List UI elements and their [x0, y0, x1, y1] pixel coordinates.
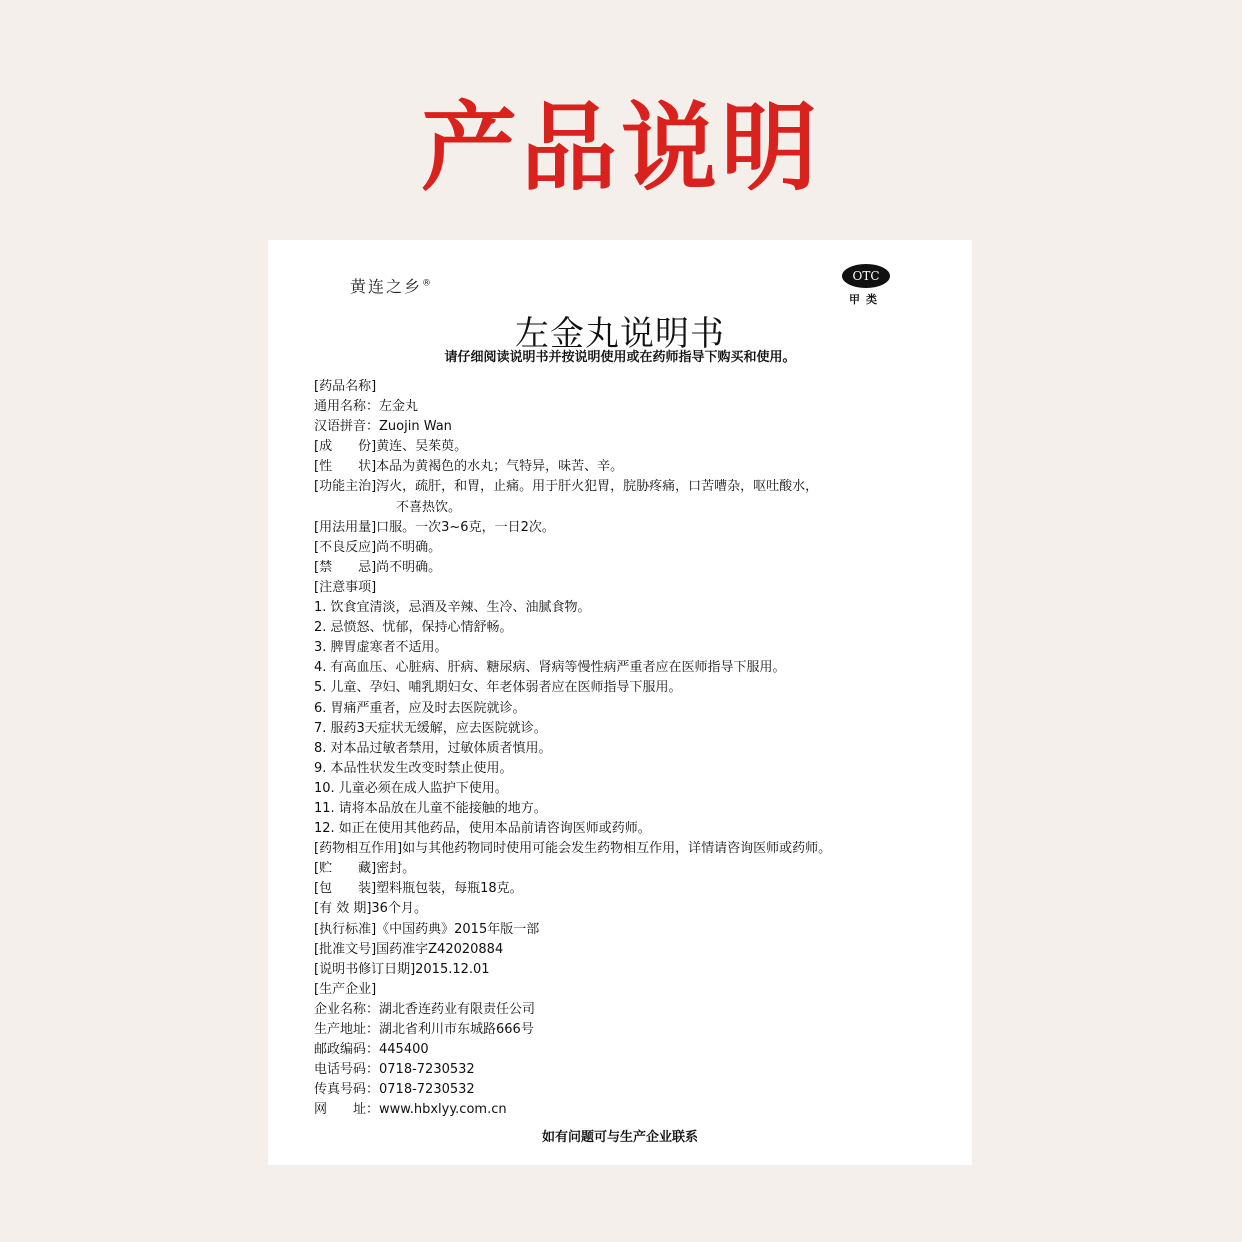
brand-text: 黄连之乡 [350, 277, 423, 296]
brand-name [350, 274, 431, 297]
info-line: [批准文号]国药准字Z42020884 [314, 941, 504, 957]
precaution-item: 1. 饮食宜清淡，忌酒及辛辣、生冷、油腻食物。 [314, 600, 591, 616]
info-line: [说明书修订日期]2015.12.01 [314, 961, 490, 977]
precaution-item: 12. 如正在使用其他药品，使用本品前请咨询医师或药师。 [314, 821, 651, 837]
info-line: [包 装]塑料瓶包装，每瓶18克。 [314, 881, 523, 897]
company-line: 生产地址：湖北省利川市东城路666号 [314, 1022, 534, 1037]
leaflet-subtitle: 请仔细阅读说明书并按说明使用或在药师指导下购买和使用。 [444, 350, 796, 365]
info-line: [禁 忌]尚不明确。 [314, 559, 442, 575]
precaution-item: 2. 忌愤怒、忧郁，保持心情舒畅。 [314, 620, 513, 636]
otc-class-label: 甲类 [849, 293, 883, 306]
info-line: [性 状]本品为黄褐色的水丸；气特异，味苦、辛。 [314, 459, 624, 475]
info-line: [功能主治]泻火，疏肝，和胃，止痛。用于肝火犯胃，脘胁疼痛，口苦嘈杂，呕吐酸水， [314, 479, 819, 495]
info-line: [药物相互作用]如与其他药物同时使用可能会发生药物相互作用，详情请咨询医师或药师。 [314, 841, 832, 857]
info-line: 汉语拼音：Zuojin Wan [314, 419, 452, 435]
company-line: 网 址：www.hbxlyy.com.cn [314, 1102, 507, 1118]
precaution-item: 3. 脾胃虚寒者不适用。 [314, 640, 448, 656]
footer-note: 如有问题可与生产企业联系 [541, 1130, 698, 1145]
otc-badge: OTC [842, 264, 890, 288]
leaflet-body [314, 377, 954, 1120]
section-heading: [生产企业] [314, 981, 377, 997]
precaution-item: 7. 服药3天症状无缓解，应去医院就诊。 [314, 720, 547, 736]
company-line: 电话号码：0718-7230532 [314, 1062, 475, 1078]
section-heading: [注意事项] [314, 579, 377, 595]
precaution-item: 9. 本品性状发生改变时禁止使用。 [314, 760, 513, 776]
instruction-leaflet [268, 240, 972, 1165]
company-line: 企业名称：湖北香连药业有限责任公司 [314, 1001, 536, 1017]
company-line: 传真号码：0718-7230532 [314, 1082, 475, 1098]
info-line: [不良反应]尚不明确。 [314, 539, 442, 555]
company-line: 邮政编码：445400 [314, 1042, 429, 1058]
info-line: [贮 藏]密封。 [314, 861, 416, 877]
section-heading: [药品名称] [314, 379, 377, 394]
precaution-item: 5. 儿童、孕妇、哺乳期妇女、年老体弱者应在医师指导下服用。 [314, 680, 682, 696]
precaution-item: 11. 请将本品放在儿童不能接触的地方。 [314, 800, 547, 816]
info-line: [用法用量]口服。一次3~6克，一日2次。 [314, 519, 555, 535]
info-line: [有 效 期]36个月。 [314, 901, 427, 917]
precaution-item: 6. 胃痛严重者，应及时去医院就诊。 [314, 700, 526, 716]
precaution-item: 10. 儿童必须在成人监护下使用。 [314, 780, 508, 796]
leaflet-title: 左金丸说明书 [515, 314, 725, 354]
info-line-continuation: 不喜热饮。 [396, 499, 462, 515]
precaution-item: 8. 对本品过敏者禁用，过敏体质者慎用。 [314, 740, 552, 756]
banner-title: 产品说明 [421, 92, 821, 204]
registered-mark: ® [422, 278, 432, 289]
info-line: [执行标准]《中国药典》2015年版一部 [314, 921, 540, 937]
info-line: [成 份]黄连、吴茱萸。 [314, 439, 468, 455]
precaution-item: 4. 有高血压、心脏病、肝病、糖尿病、肾病等慢性病严重者应在医师指导下服用。 [314, 660, 786, 676]
info-line: 通用名称：左金丸 [314, 399, 419, 415]
